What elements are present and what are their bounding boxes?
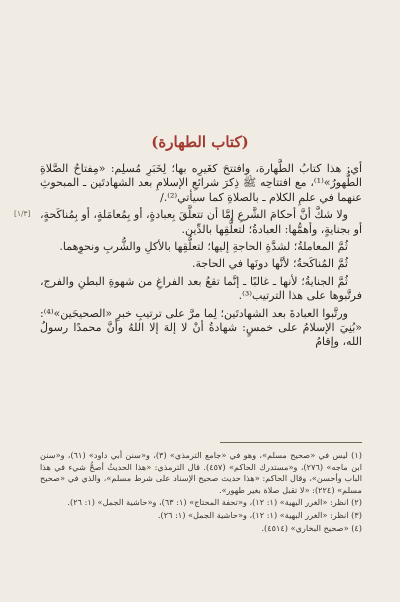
paragraph-crimes: ثُمَّ الجنايةُ؛ لأنها ـ غالبًا ـ إنَّما تقعُ بعد الفراغِ من شهوةِ البطنِ والفرج، فرتَّبوها على هذا الترتيب⁽³⁾. xyxy=(40,274,362,303)
footnote-1: (١) ليس في «صحيح مسلم»، وهو في «جامع الترمذي» (٣)، و«سنن أبي داود» (٦١)، و«سنن ابن ماجه» (٢٧٦)، و«مستدرك الحاكم» (٤٥٧). قال الترمذي: «هذا الحديثُ أصحُّ شيء في هذا الباب وأحسن»، وقال الحاكم: «هذا حديث صحيح الإسناد على شرط مسلم»، والذي في «صحيح مسلم» (٢٢٤): «لا تقبل صلاة بغير طهور». xyxy=(40,450,362,495)
margin-page-reference: [١/٣] xyxy=(14,209,31,218)
footnote-4: (٤) «صحيح البخاري» (٤٥١٤). xyxy=(261,522,362,533)
footnote-separator xyxy=(220,442,362,443)
footnote-3: (٣) انظر: «الغرر البهية» (١: ١٢)، و«حاشية الجمل» (١: ٢٦). xyxy=(157,509,362,520)
paragraph-marriage: ثُمَّ المُناكَحةُ؛ لأنَّها دونَها في الحاجة. xyxy=(192,257,348,271)
paragraph-intro: أي: هذا كتابُ الطَّهارة، وافتتحَ كغَيرِه بها؛ لِخَبَرِ مُسلِم: «مِفتاحُ الصَّلاةِ الطُّهورُ»⁽¹⁾، مع افتتاحِه ﷺ ذِكرَ شرائعِ الإسلامِ بعد الشهادتَين ـ المبحوثِ عنهما في علمِ الكلام ـ بالصلاةِ كما سيأتي⁽²⁾./ xyxy=(40,162,362,204)
chapter-title: (كتاب الطهارة) xyxy=(151,133,249,151)
footnotes xyxy=(40,450,362,535)
chapter-heading xyxy=(0,129,400,155)
main-text xyxy=(40,162,362,353)
paragraph-order: ورتَّبوا العبادةَ بعد الشهادتَين؛ لِما مرَّ على ترتيبِ خبرِ «الصحيحَين»⁽⁴⁾: «بُنِيَ الإسلامُ على خمسٍ: شهادةُ أنْ لا إلهَ إلا اللهُ وأنَّ محمدًا رسولُ الله، وإقامُ xyxy=(40,306,362,349)
paragraph-categories: ولا شكَّ أنَّ أحكامَ الشَّرعِ إمَّا أن تتعلَّقَ بِعبادةٍ، أو بِمُعامَلةٍ، أو بِمُناكَحةٍ، أو بجنايةٍ، وأهمُّها: العبادةُ؛ لتعلُّقِها بالدِّين. xyxy=(40,208,362,236)
footnote-2: (٢) انظر: «الغرر البهية» (١: ١٢)، و«تحفة المحتاج» (١: ٦٣)، و«حاشية الجمل» (١: ٢٦). xyxy=(67,497,362,508)
paragraph-transactions: ثُمَّ المعاملةُ؛ لشدَّةِ الحاجةِ إليها؛ لتعلُّقِها بالأكلِ والشُّربِ ونحوِهما. xyxy=(59,240,348,254)
